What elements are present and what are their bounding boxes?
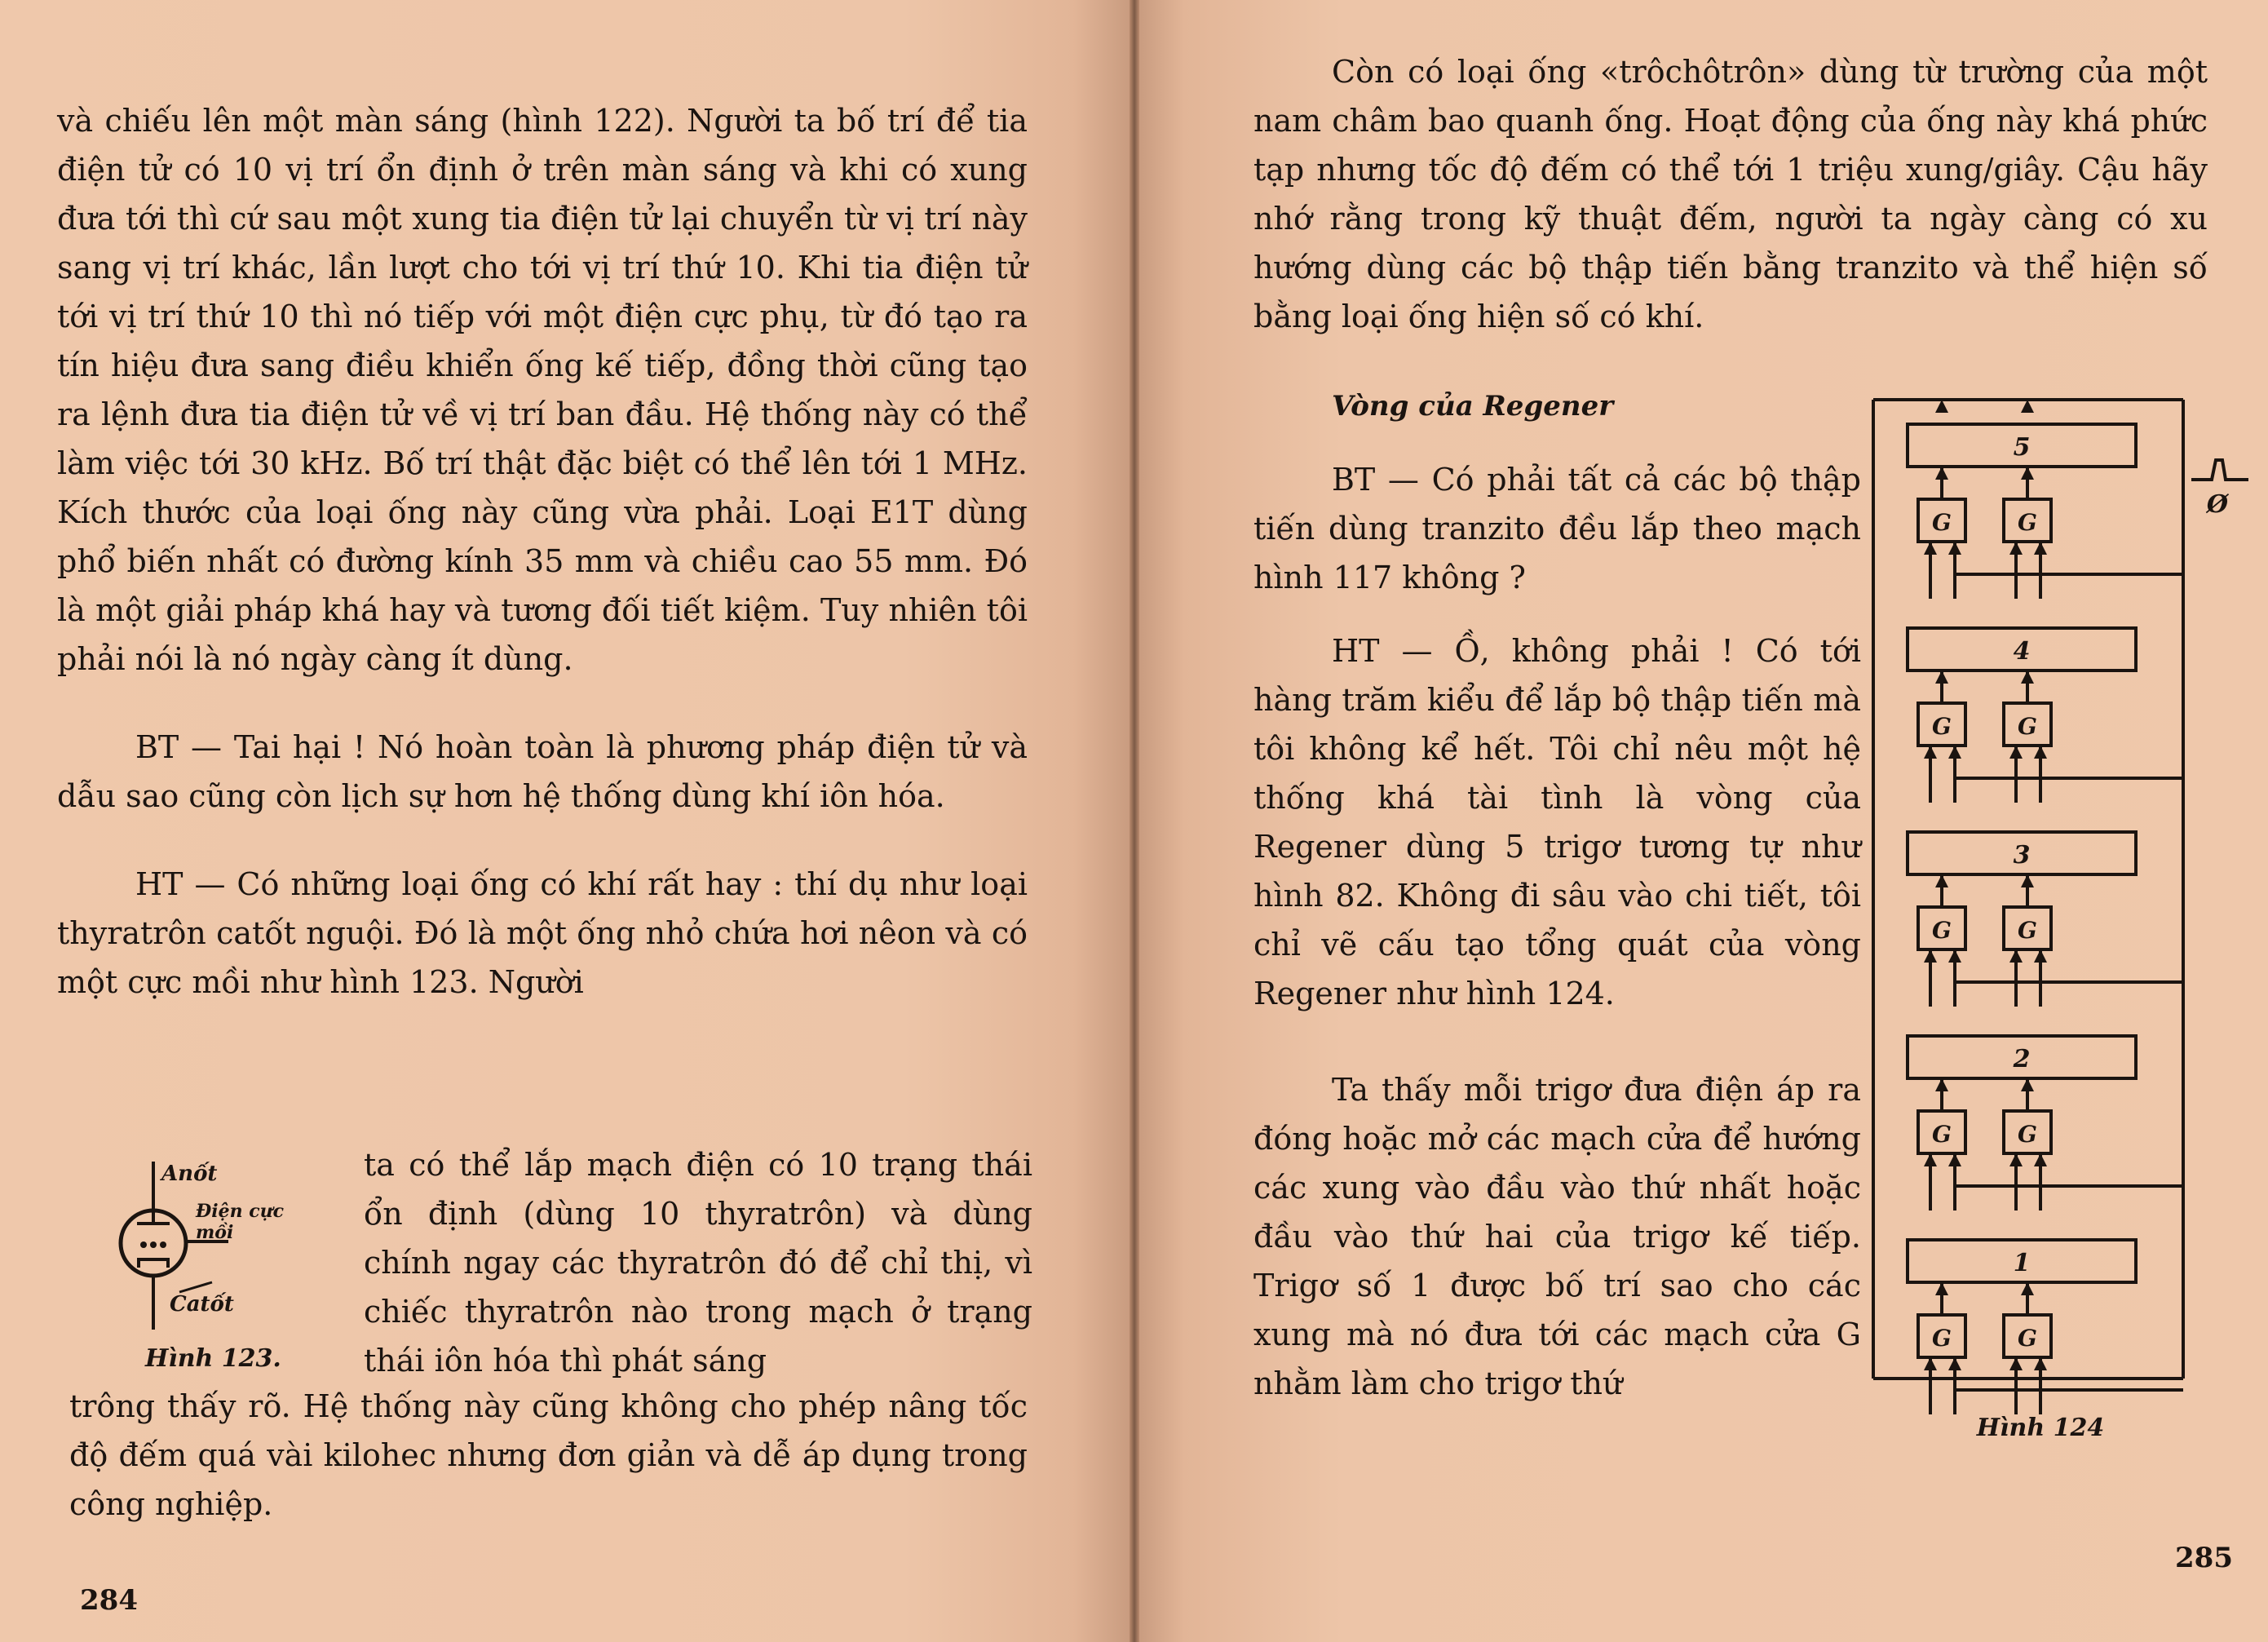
trigger-label-1: 1 (2013, 1249, 2031, 1277)
left-wrap-text (364, 1140, 1032, 1385)
input-symbol: Ø (2206, 490, 2229, 519)
page-number-left: 284 (80, 1584, 138, 1617)
gate-label-right-3: G (2018, 917, 2037, 944)
book-gutter (1130, 0, 1139, 1642)
gate-arrow-b-4 (1948, 746, 1961, 759)
left-paragraph-2: BT — Tai hại ! Nó hoàn toàn là phương pháp điện tử và dẫu sao cũng còn lịch sự hơn hệ thống dùng khí iôn hóa. (57, 729, 1028, 814)
input-pulse-icon (2191, 460, 2248, 480)
gate-arrow-c-2 (2009, 1153, 2023, 1166)
arrow-left-3 (1935, 874, 1948, 887)
gate-label-left-1: G (1932, 1325, 1952, 1352)
left-paragraph-3: HT — Có những loại ống có khí rất hay : thí dụ như loại thyratrôn catốt nguội. Đó là một ống nhỏ chứa hơi nêon và có một cực mồi như hình 123. Người (57, 866, 1028, 1000)
right-column-text (1253, 382, 1861, 1408)
anode-label: Anốt (161, 1162, 218, 1186)
left-main-text (57, 96, 1028, 1007)
figure-123 (106, 1145, 334, 1390)
gate-arrow-b-2 (1948, 1153, 1961, 1166)
gate-arrow-c-3 (2009, 949, 2023, 963)
gate-arrow-c-1 (2009, 1357, 2023, 1370)
gate-arrow-a-3 (1924, 949, 1937, 963)
right-top-text (1253, 47, 2208, 341)
gate-label-right-1: G (2018, 1325, 2037, 1352)
gate-arrow-d-1 (2034, 1357, 2047, 1370)
page-number-right: 285 (2175, 1542, 2233, 1574)
gate-arrow-c-4 (2009, 746, 2023, 759)
left-page (0, 0, 1130, 1642)
right-paragraph-1: BT — Có phải tất cả các bộ thập tiến dùng tranzito đều lắp theo mạch hình 117 không ? (1253, 462, 1861, 595)
right-paragraph-2: HT — Ồ, không phải ! Có tới hàng trăm kiểu để lắp bộ thập tiến mà tôi không kể hết. Tôi chỉ nêu một hệ thống khá tài tình là vòng của Regener dùng 5 trigơ tương tự như hình 82. Không đi sâu vào chi tiết, tôi chỉ vẽ cấu tạo tổng quát của vòng Regener như hình 124. (1253, 633, 1861, 1011)
gate-label-left-4: G (1932, 713, 1952, 740)
gate-arrow-d-5 (2034, 542, 2047, 555)
gate-arrow-d-4 (2034, 746, 2047, 759)
arrow-right-3 (2021, 874, 2034, 887)
gate-arrow-a-5 (1924, 542, 1937, 555)
arrow-right-2 (2021, 1078, 2034, 1091)
gate-arrow-d-3 (2034, 949, 2047, 963)
top-arrow-left (1935, 400, 1948, 413)
cathode-label: Catốt (170, 1292, 234, 1317)
left-after-paragraph: trông thấy rõ. Hệ thống này cũng không cho phép nâng tốc độ đếm quá vài kilohec nhưng đơn giản và dễ áp dụng trong công nghiệp. (69, 1388, 1028, 1522)
figure-124 (1841, 375, 2240, 1442)
figure-124-caption: Hình 124 (1976, 1414, 2105, 1442)
section-subheading: Vòng của Regener (1332, 390, 1614, 423)
gate-arrow-b-1 (1948, 1357, 1961, 1370)
gate-label-left-5: G (1932, 509, 1952, 536)
arrow-right-5 (2021, 467, 2034, 480)
arrow-left-1 (1935, 1282, 1948, 1295)
gate-arrow-a-4 (1924, 746, 1937, 759)
arrow-left-4 (1935, 671, 1948, 684)
right-top-paragraph: Còn có loại ống «trôchôtrôn» dùng từ trường của một nam châm bao quanh ống. Hoạt động của ống này khá phức tạp nhưng tốc độ đếm có thể tới 1 triệu xung/giây. Cậu hãy nhớ rằng trong kỹ thuật đếm, người ta ngày càng có xu hướng dùng các bộ thập tiến bằng tranzito và thể hiện số bằng loại ống hiện số có khí. (1253, 54, 2208, 334)
gate-arrow-b-5 (1948, 542, 1961, 555)
left-paragraph-1: và chiếu lên một màn sáng (hình 122). Người ta bố trí để tia điện tử có 10 vị trí ổn định ở trên màn sáng và khi có xung đưa tới thì cứ sau một xung tia điện tử lại chuyển từ vị trí này sang vị trí khác, lần lượt cho tới vị trí thứ 10. Khi tia điện tử tới vị trí thứ 10 thì nó tiếp với một điện cực phụ, từ đó tạo ra tín hiệu đưa sang điều khiển ống kế tiếp, đồng thời cũng tạo ra lệnh đưa tia điện tử về vị trí ban đầu. Hệ thống này có thể làm việc tới 30 kHz. Bố trí thật đặc biệt có thể lên tới 1 MHz. Kích thước của loại ống này cũng vừa phải. Loại E1T dùng phổ biến nhất có đường kính 35 mm và chiều cao 55 mm. Đó là một giải pháp khá hay và tương đối tiết kiệm. Tuy nhiên tôi phải nói là nó ngày càng ít dùng. (57, 103, 1028, 677)
gate-label-left-2: G (1932, 1121, 1952, 1148)
gate-label-right-2: G (2018, 1121, 2037, 1148)
right-page (1139, 0, 2268, 1642)
gate-label-right-5: G (2018, 509, 2037, 536)
gate-label-left-3: G (1932, 917, 1952, 944)
trigger-electrode-label: Điện cực mồi (196, 1201, 285, 1243)
gate-arrow-a-2 (1924, 1153, 1937, 1166)
gate-arrow-b-3 (1948, 949, 1961, 963)
gate-label-right-4: G (2018, 713, 2037, 740)
regener-ring-diagram (1841, 375, 2265, 1452)
arrow-left-5 (1935, 467, 1948, 480)
top-arrow-right (2021, 400, 2034, 413)
left-after-text (69, 1382, 1028, 1529)
gate-arrow-c-5 (2009, 542, 2023, 555)
trigger-label-2: 2 (2013, 1045, 2031, 1073)
left-wrap-paragraph: ta có thể lắp mạch điện có 10 trạng thái ổn định (dùng 10 thyratrôn) và dùng chính ngay các thyratrôn đó để chỉ thị, vì chiếc thyratrôn nào trong mạch ở trạng thái iôn hóa thì phát sáng (364, 1147, 1032, 1379)
figure-123-caption: Hình 123. (145, 1344, 281, 1373)
trigger-label-3: 3 (2013, 841, 2031, 870)
gate-arrow-a-1 (1924, 1357, 1937, 1370)
arrow-left-2 (1935, 1078, 1948, 1091)
trigger-label-4: 4 (2013, 637, 2031, 666)
arrow-right-1 (2021, 1282, 2034, 1295)
gate-arrow-d-2 (2034, 1153, 2047, 1166)
right-paragraph-3: Ta thấy mỗi trigơ đưa điện áp ra đóng hoặc mở các mạch cửa để hướng các xung vào đầu vào thứ nhất hoặc đầu vào thứ hai của trigơ kế tiếp. Trigơ số 1 được bố trí sao cho các xung mà nó đưa tới các mạch cửa G nhằm làm cho trigơ thứ (1253, 1072, 1861, 1401)
trigger-label-5: 5 (2013, 433, 2031, 462)
arrow-right-4 (2021, 671, 2034, 684)
